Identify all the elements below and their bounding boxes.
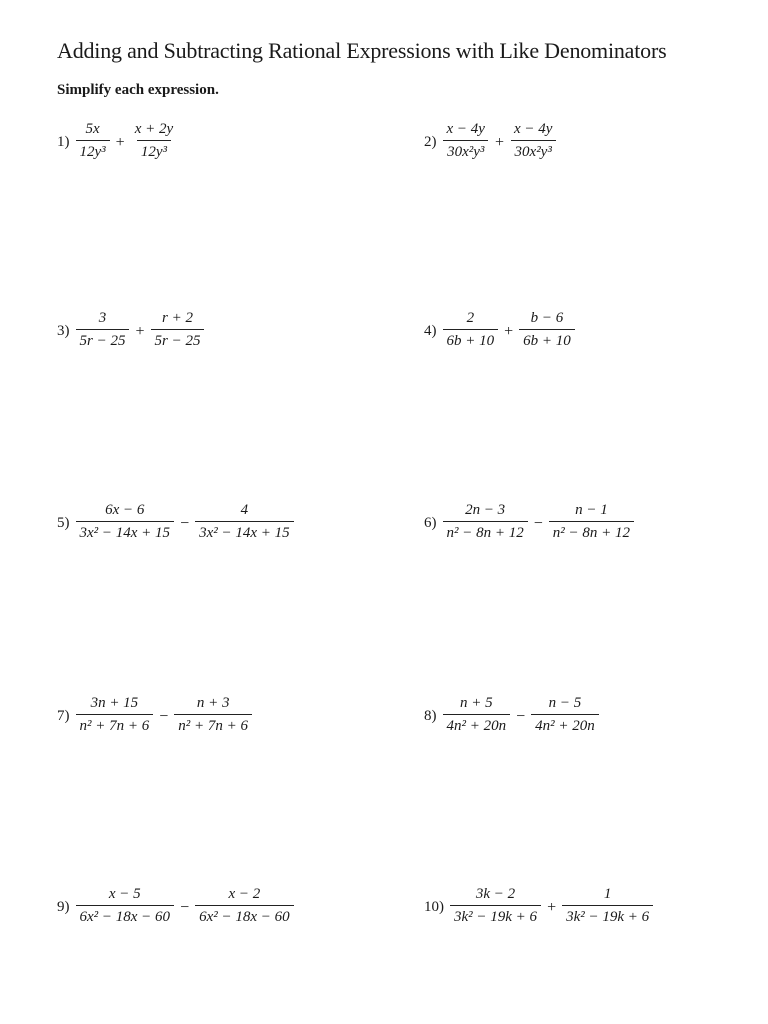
fraction-right <box>531 696 599 734</box>
fraction-left <box>76 122 110 160</box>
operator: − <box>180 899 190 916</box>
operator: − <box>180 515 190 532</box>
denominator: 3k² − 19k + 6 <box>450 905 541 925</box>
problem-number: 8) <box>424 707 437 724</box>
denominator: 30x²y³ <box>511 140 556 160</box>
fraction-right <box>151 311 205 349</box>
operator: − <box>159 708 169 725</box>
problem-6 <box>424 503 634 541</box>
denominator: 5r − 25 <box>76 329 130 349</box>
fraction-left <box>443 122 489 160</box>
operator: + <box>135 323 145 340</box>
numerator: x − 2 <box>228 886 261 902</box>
fraction-right <box>510 122 556 160</box>
problem-number: 5) <box>57 514 70 531</box>
instructions: Simplify each expression. <box>57 82 219 98</box>
denominator: n² + 7n + 6 <box>76 714 154 734</box>
denominator: 4n² + 20n <box>443 714 511 734</box>
fraction-left <box>76 887 175 925</box>
problem-number: 1) <box>57 133 70 150</box>
numerator: x − 5 <box>108 886 141 902</box>
operator: + <box>494 134 504 151</box>
fraction-right <box>562 887 653 925</box>
denominator: 5r − 25 <box>151 329 205 349</box>
numerator: n − 1 <box>575 502 608 518</box>
problem-number: 4) <box>424 322 437 339</box>
numerator: x + 2y <box>134 121 174 137</box>
problem-8 <box>424 696 599 734</box>
worksheet-title: Adding and Subtracting Rational Expressions with Like Denominators <box>57 38 667 63</box>
problem-10 <box>424 887 653 925</box>
denominator: 4n² + 20n <box>531 714 599 734</box>
denominator: n² − 8n + 12 <box>443 521 528 541</box>
fraction-right <box>549 503 634 541</box>
denominator: n² + 7n + 6 <box>174 714 252 734</box>
numerator: 6x − 6 <box>105 502 145 518</box>
numerator: n + 5 <box>460 695 493 711</box>
denominator: 6b + 10 <box>519 329 575 349</box>
operator: + <box>547 899 557 916</box>
problem-1 <box>57 122 177 160</box>
denominator: 30x²y³ <box>443 140 488 160</box>
operator: − <box>516 708 526 725</box>
problem-9 <box>57 887 294 925</box>
denominator: 3k² − 19k + 6 <box>562 905 653 925</box>
numerator: 5x <box>85 121 100 137</box>
problem-number: 10) <box>424 898 444 915</box>
operator: + <box>115 134 125 151</box>
problem-7 <box>57 696 252 734</box>
numerator: n − 5 <box>548 695 582 711</box>
denominator: 6b + 10 <box>443 329 499 349</box>
fraction-left <box>76 503 175 541</box>
problem-2 <box>424 122 556 160</box>
problem-number: 9) <box>57 898 70 915</box>
numerator: 3n + 15 <box>90 695 139 711</box>
fraction-left <box>450 887 541 925</box>
problem-number: 6) <box>424 514 437 531</box>
denominator: 12y³ <box>137 140 171 160</box>
problem-3 <box>57 311 204 349</box>
denominator: n² − 8n + 12 <box>549 521 634 541</box>
problem-number: 7) <box>57 707 70 724</box>
fraction-right <box>519 311 575 349</box>
denominator: 6x² − 18x − 60 <box>76 905 175 925</box>
operator: − <box>533 515 543 532</box>
numerator: x − 4y <box>513 121 553 137</box>
fraction-right <box>174 696 252 734</box>
denominator: 3x² − 14x + 15 <box>195 521 294 541</box>
denominator: 6x² − 18x − 60 <box>195 905 294 925</box>
numerator: 4 <box>240 502 249 518</box>
fraction-left <box>443 311 499 349</box>
problem-number: 2) <box>424 133 437 150</box>
denominator: 12y³ <box>76 140 110 160</box>
operator: + <box>504 323 514 340</box>
numerator: n + 3 <box>196 695 230 711</box>
problem-4 <box>424 311 575 349</box>
numerator: 2 <box>466 310 475 326</box>
numerator: 3 <box>98 310 107 326</box>
numerator: b − 6 <box>530 310 564 326</box>
problem-number: 3) <box>57 322 70 339</box>
fraction-left <box>443 503 528 541</box>
fraction-right <box>195 887 294 925</box>
denominator: 3x² − 14x + 15 <box>76 521 175 541</box>
fraction-left <box>443 696 511 734</box>
problem-5 <box>57 503 294 541</box>
fraction-right <box>195 503 294 541</box>
numerator: x − 4y <box>446 121 485 137</box>
fraction-left <box>76 311 130 349</box>
fraction-right <box>131 122 177 160</box>
numerator: 1 <box>603 886 612 902</box>
numerator: 2n − 3 <box>465 502 506 518</box>
numerator: r + 2 <box>162 310 193 326</box>
fraction-left <box>76 696 154 734</box>
numerator: 3k − 2 <box>475 886 516 902</box>
